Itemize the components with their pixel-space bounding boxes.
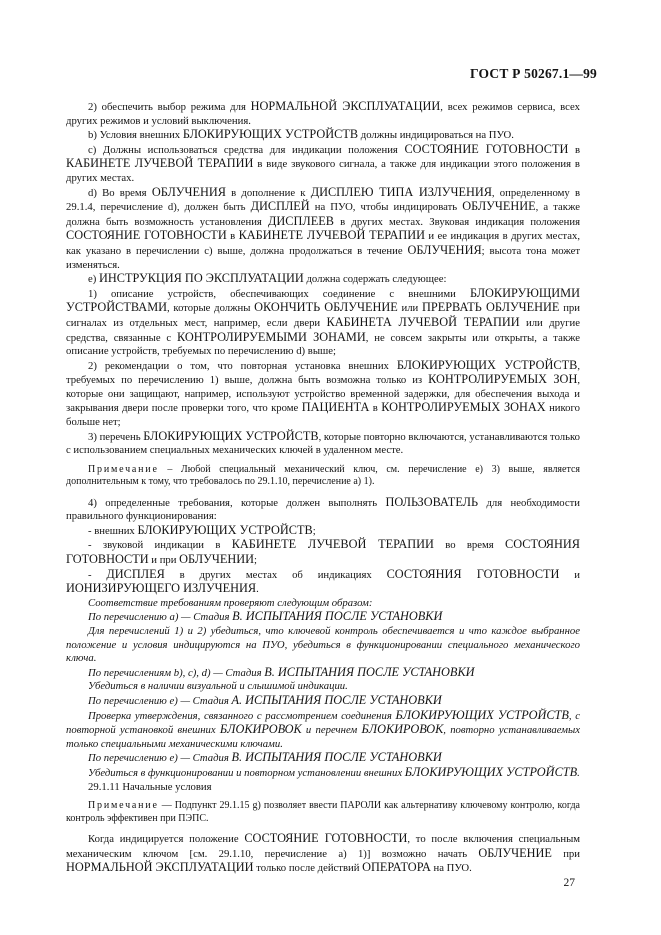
text-span: в: [369, 402, 382, 415]
term-span: ПРЕРВАТЬ ОБЛУЧЕНИЕ: [421, 300, 560, 315]
text-span: Соответствие требованиям проверяют следующим образом:: [88, 596, 373, 609]
text-span: , с повторной установкой внешних: [66, 709, 580, 737]
term-span: БЛОКИРУЮЩИХ УСТРОЙСТВ: [143, 428, 319, 443]
text-paragraph: [66, 610, 580, 625]
term-span: Примечание: [88, 800, 159, 812]
term-span: БЛОКИРУЮЩИХ УСТРОЙСТВ: [396, 357, 578, 372]
term-span: СОСТОЯНИЯ ГОТОВНОСТИ: [386, 566, 560, 581]
text-span: -: [88, 568, 107, 581]
term-span: СОСТОЯНИЕ ГОТОВНОСТИ: [66, 228, 227, 243]
text-span: и при: [148, 554, 180, 567]
text-span: должна содержать следующее:: [303, 273, 447, 286]
term-span: БЛОКИРУЮЩИХ УСТРОЙСТВ: [182, 127, 359, 142]
text-span: никого больше нет;: [66, 402, 580, 429]
text-span: Для перечислений 1) и 2) убедиться, что ключевой контроль обеспечивается и что каждое выбранное положение и условия индицируются на ПУО, убедиться в функционировании специального механического ключа.: [66, 625, 580, 665]
term-span: БЛОКИРОВОК: [219, 722, 302, 737]
term-span: ДИСПЛЕЙ: [250, 199, 310, 214]
text-span: ;: [253, 554, 257, 567]
term-span: ОБЛУЧЕНИЯ: [151, 184, 226, 199]
text-paragraph: [66, 538, 580, 567]
text-span: Убедиться в наличии визуальной и слышимой индикации.: [88, 680, 348, 693]
text-span: 29.1.11 Начальные условия: [88, 780, 212, 793]
text-span: .: [256, 583, 259, 596]
term-span: ИНСТРУКЦИЯ ПО ЭКСПЛУАТАЦИИ: [98, 271, 304, 286]
text-paragraph: [66, 359, 580, 430]
term-span: Примечание: [88, 463, 159, 475]
text-span: Когда индицируется положение: [88, 832, 245, 845]
text-span: , не совсем закрыты или открыты, а также описание устройств, требуемых по перечислению d) выше;: [66, 331, 580, 358]
text-span: По перечислениям b), c), d) — Стадия: [88, 666, 265, 679]
text-span: 4) определенные требования, которые должен выполнять: [88, 496, 386, 509]
note-paragraph: [66, 800, 580, 825]
text-span: в других местах. Звуковая индикация положения: [333, 215, 581, 228]
text-paragraph: [66, 597, 580, 611]
term-span: ОБЛУЧЕНИИ: [179, 552, 254, 567]
text-span: в: [226, 230, 239, 243]
text-span: b) Условия внешних: [88, 129, 183, 142]
text-paragraph: [66, 272, 580, 287]
text-span: на ПУО.: [430, 862, 472, 875]
text-span: 2) обеспечить выбор режима для: [88, 101, 251, 113]
text-span: и: [559, 568, 580, 581]
text-paragraph: [66, 430, 580, 458]
term-span: БЛОКИРУЮЩИХ УСТРОЙСТВ: [404, 764, 578, 779]
term-span: В. ИСПЫТАНИЯ ПОСЛЕ УСТАНОВКИ: [232, 609, 443, 624]
text-span: во время: [433, 539, 506, 552]
text-span: , которые они защищают, например, используют устройство временной задержки, для обеспечения выхода и закрывания двери после проверки того, что кроме: [66, 374, 580, 415]
text-span: – Любой специальный механический ключ, см. перечисление e) 3) выше, является дополнительным к тому, что требовалось по 29.1.10, перечисление a) 1).: [66, 463, 580, 488]
text-span: или другие средства, связанные с: [66, 316, 580, 344]
text-span: , требуемых по перечислению 1) выше, должна быть возможна только из: [66, 359, 580, 387]
text-span: Убедиться в функционировании и повторном установлении внешних: [88, 766, 405, 779]
text-span: , повторно устанавливаемых только специальными механическими ключами.: [66, 724, 580, 750]
text-span: в дополнение к: [225, 186, 311, 199]
term-span: БЛОКИРУЮЩИХ УСТРОЙСТВ: [395, 707, 569, 722]
term-span: ИОНИЗИРУЮЩЕГО ИЗЛУЧЕНИЯ: [66, 581, 257, 596]
term-span: НОРМАЛЬНОЙ ЭКСПЛУАТАЦИИ: [250, 99, 441, 113]
text-span: По перечислению e) — Стадия: [88, 752, 232, 765]
term-span: СОСТОЯНИЯ ГОТОВНОСТИ: [66, 537, 580, 567]
text-paragraph: [66, 680, 580, 694]
text-span: должны индицироваться на ПУО.: [358, 129, 514, 142]
text-paragraph: [66, 143, 580, 186]
term-span: КОНТРОЛИРУЕМЫМИ ЗОНАМИ: [177, 329, 366, 344]
text-span: , которые повторно включаются, устанавливаются только с использованием специальных механических ключей в удаленном месте.: [66, 430, 580, 457]
term-span: БЛОКИРОВОК: [361, 722, 444, 737]
term-span: БЛОКИРУЮЩИХ УСТРОЙСТВ: [137, 522, 313, 537]
text-span: или: [397, 302, 422, 315]
text-span: ;: [312, 524, 316, 537]
text-span: - звуковой индикации в: [88, 539, 232, 552]
term-span: ОБЛУЧЕНИЕ: [462, 199, 536, 214]
text-paragraph: [66, 751, 580, 766]
text-span: в виде звукового сигнала, а также для индикации этого положения в других местах.: [66, 158, 580, 184]
text-span: при сигналах из отдельных мест, например, если двери: [66, 302, 580, 329]
term-span: ОБЛУЧЕНИЕ: [478, 845, 552, 860]
text-span: ; высота тона может изменяться.: [66, 244, 580, 271]
text-span: при: [551, 847, 580, 860]
text-paragraph: [66, 128, 580, 143]
term-span: КОНТРОЛИРУЕМЫХ ЗОН: [428, 372, 578, 387]
term-span: А. ИСПЫТАНИЯ ПОСЛЕ УСТАНОВКИ: [231, 692, 442, 707]
text-span: d) Во время: [88, 186, 152, 199]
text-paragraph: [66, 524, 580, 539]
text-span: , которые должны: [167, 302, 255, 315]
text-span: и перечнем: [301, 724, 362, 737]
text-span: e): [88, 273, 99, 286]
text-span: , определенному в 29.1.4, перечисление d), должен быть: [66, 186, 580, 214]
text-span: c) Должны использоваться средства для индикации положения: [88, 143, 405, 156]
text-paragraph: [66, 709, 580, 752]
term-span: НОРМАЛЬНОЙ ЭКСПЛУАТАЦИИ: [66, 860, 254, 875]
text-span: .: [577, 766, 580, 779]
page-number: 27: [563, 877, 575, 889]
text-paragraph: [66, 568, 580, 597]
note-paragraph: [66, 464, 580, 489]
text-span: , всех режимов сервиса, всех других режимов и условий выключения.: [66, 101, 580, 127]
term-span: ОПЕРАТОРА: [362, 860, 431, 875]
text-span: на ПУО, чтобы индицировать: [309, 201, 463, 214]
text-span: , то после включения специальным механическим ключом [см. 29.1.10, перечисление a) 1)] возможно начать: [66, 832, 581, 860]
term-span: КОНТРОЛИРУЕМЫХ ЗОНАХ: [381, 400, 546, 415]
text-span: только после действий: [253, 862, 363, 875]
text-paragraph: [66, 694, 580, 709]
text-span: в других местах об индикациях: [164, 568, 387, 581]
text-paragraph: [66, 287, 580, 359]
text-span: Проверка утверждения, связанного с рассмотрением соединения: [88, 709, 396, 722]
text-span: 3) перечень: [88, 430, 144, 443]
text-span: По перечислению e) — Стадия: [88, 694, 232, 707]
text-span: , а также должна быть возможность установления: [66, 201, 580, 228]
text-paragraph: [66, 625, 580, 666]
text-span: По перечислению a) — Стадия: [88, 611, 233, 624]
term-span: КАБИНЕТА ЛУЧЕВОЙ ТЕРАПИИ: [326, 314, 520, 329]
term-span: КАБИНЕТЕ ЛУЧЕВОЙ ТЕРАПИИ: [66, 156, 254, 171]
term-span: СОСТОЯНИЕ ГОТОВНОСТИ: [404, 141, 569, 156]
term-span: ПОЛЬЗОВАТЕЛЬ: [385, 494, 479, 509]
term-span: ОКОНЧИТЬ ОБЛУЧЕНИЕ: [254, 300, 398, 315]
text-span: в: [568, 143, 581, 156]
term-span: СОСТОЯНИЕ ГОТОВНОСТИ: [244, 830, 408, 845]
term-span: В. ИСПЫТАНИЯ ПОСЛЕ УСТАНОВКИ: [264, 664, 475, 679]
document-body: [66, 100, 580, 876]
text-paragraph: [66, 666, 580, 681]
text-span: 2) рекомендации о том, что повторная установка внешних: [88, 359, 397, 372]
text-paragraph: [66, 186, 580, 273]
text-span: — Подпункт 29.1.15 g) позволяет ввести ПАРОЛИ как альтернативу ключевому контролю, когда контроль эффективен при ПЭПС.: [66, 800, 580, 824]
term-span: ОБЛУЧЕНИЯ: [407, 242, 482, 257]
text-paragraph: [66, 100, 580, 128]
term-span: ДИСПЛЕЕВ: [268, 213, 334, 228]
term-span: КАБИНЕТЕ ЛУЧЕВОЙ ТЕРАПИИ: [231, 537, 434, 552]
text-paragraph: [66, 766, 580, 781]
term-span: БЛОКИРУЮЩИМИ УСТРОЙСТВАМИ: [66, 285, 580, 315]
text-paragraph: [66, 832, 580, 876]
text-span: и ее индикация в других местах, как указано в перечислении c) выше, должна продолжаться в течение: [66, 230, 580, 257]
text-paragraph: [66, 781, 580, 795]
term-span: ДИСПЛЕЮ ТИПА ИЗЛУЧЕНИЯ: [310, 184, 492, 199]
text-span: 1) описание устройств, обеспечивающих соединение с внешними: [88, 287, 470, 300]
standard-header: ГОСТ Р 50267.1—99: [470, 66, 597, 81]
text-span: - внешних: [88, 524, 138, 537]
text-paragraph: [66, 496, 580, 524]
term-span: КАБИНЕТЕ ЛУЧЕВОЙ ТЕРАПИИ: [238, 228, 425, 243]
text-span: для необходимости правильного функционирования:: [66, 496, 580, 523]
term-span: ПАЦИЕНТА: [301, 400, 370, 415]
term-span: ДИСПЛЕЯ: [106, 566, 165, 581]
term-span: В. ИСПЫТАНИЯ ПОСЛЕ УСТАНОВКИ: [231, 750, 442, 765]
